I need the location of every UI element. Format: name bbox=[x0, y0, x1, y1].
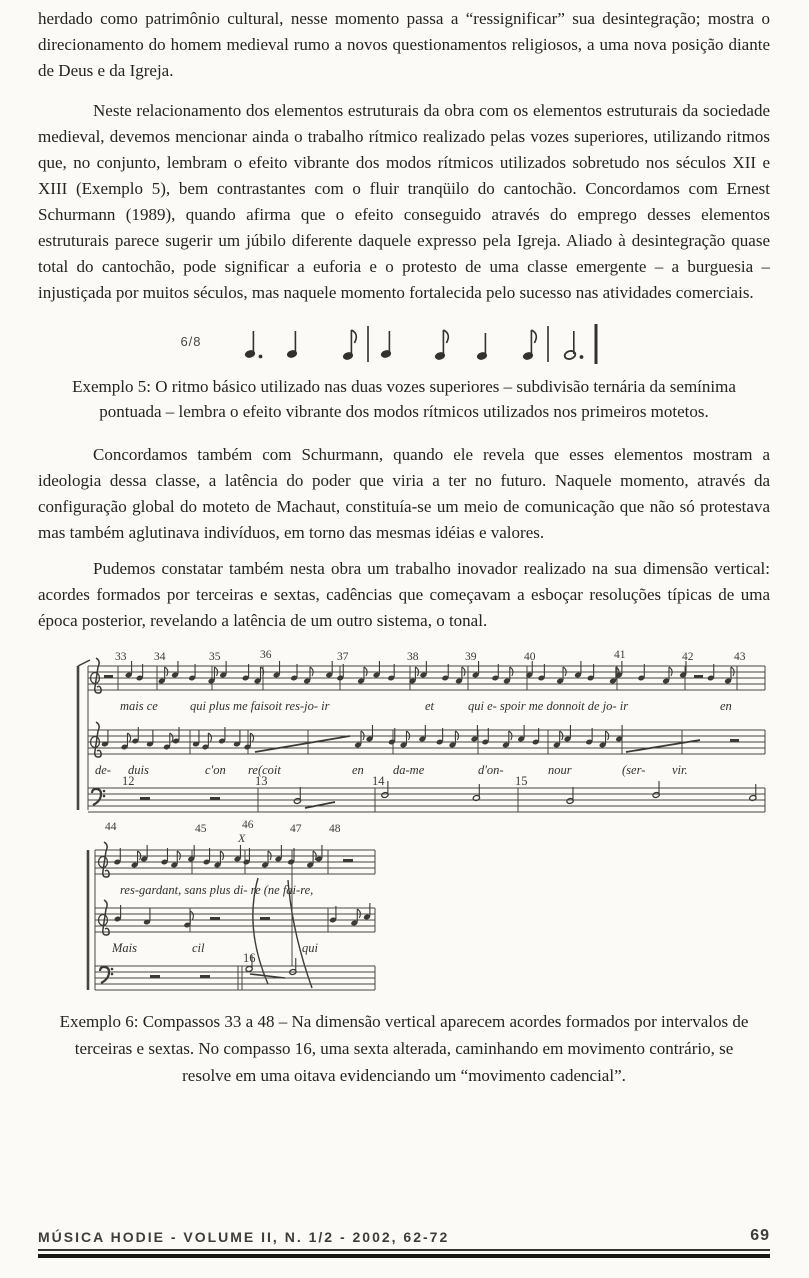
paragraph-vertical-dimension: Pudemos constatar também nesta obra um trabalho inovador realizado na sua dimensão vertical: acordes formados por terceiras e sextas, cadências que começavam a esboçar resoluções típicas de uma época posterior, revelando a latência de um outro sistema, o tonal. bbox=[38, 559, 770, 630]
staff-triplum-1 bbox=[88, 658, 765, 693]
paragraph-rhythmic-work: Neste relacionamento dos elementos estruturais da obra com os elementos estruturais da sociedade medieval, devemos mencionar ainda o trabalho rítmico realizado pelas vozes superiores, utilizando ritmos que, no conjunto, lembram o efeito vibrante dos modos rítmicos utilizados sobretudo nos séculos XII e XIII (Exemplo 5), bem contrastantes com o fluir tranqüilo do cantochão. Concordamos com Ernest Schurmann (1989), quando afirma que o efeito conseguido através do emprego desses elementos estruturais parece sugerir um júbilo diferente daquele expresso pela Igreja. Aliado à desintegração quase total do cantochão, pode significar a euforia e o protesto de uma classe emergente – a burguesia – injustiçada por muitos séculos, mas naquele momento fortalecida pelo sucesso nas atividades comerciais. bbox=[38, 101, 770, 302]
measure-number: 36 bbox=[260, 649, 272, 661]
example6-caption: Exemplo 6: Compassos 33 a 48 – Na dimensão vertical aparecem acordes formados por intervalos de terceiras e sextas. No compasso 16, uma sexta alterada, caminhando em movimento contrário, se resolve em uma oitava evidenciando um “movimento cadencial”. bbox=[59, 1012, 749, 1085]
lyric-segment: qui bbox=[302, 941, 318, 955]
tenor-number: 14 bbox=[372, 774, 385, 788]
score-system-2 bbox=[60, 816, 800, 994]
journal-citation: MÚSICA HODIE - VOLUME II, N. 1/2 - 2002, 62-72 bbox=[38, 1229, 450, 1245]
lyric-segment: da-me bbox=[393, 763, 425, 777]
measure-number: 48 bbox=[329, 823, 341, 835]
rhythm-notation-figure bbox=[228, 314, 628, 368]
rhythm-example-5 bbox=[38, 314, 770, 368]
lyric-segment: et bbox=[425, 699, 435, 713]
time-signature: 6/8 bbox=[180, 333, 202, 349]
staff-triplum-2 bbox=[95, 842, 375, 877]
measure-number: 35 bbox=[209, 651, 221, 663]
measure-number: 47 bbox=[290, 823, 302, 835]
lyric-segment: re(coit bbox=[248, 763, 281, 777]
lyric-segment: c'on bbox=[205, 763, 226, 777]
measure-number: 45 bbox=[195, 823, 207, 835]
lyric-segment: qui e- spoir me donnoit de jo- ir bbox=[468, 699, 629, 713]
lyric-segment: vir. bbox=[672, 763, 688, 777]
paragraph-continuation: herdado como patrimônio cultural, nesse momento passa a “ressignificar” sua desintegração; mostra o direcionamento do homem medieval rumo a novos questionamentos religiosos, a uma nova posição diante de Deus e da Igreja. bbox=[38, 9, 770, 80]
measure-number: 41 bbox=[614, 649, 626, 661]
measure-number: 33 bbox=[115, 651, 127, 663]
staff-tenor-1 bbox=[88, 781, 765, 812]
lyric-segment: qui plus me faisoit res-jo- ir bbox=[190, 699, 330, 713]
lyric-segment: res-gardant, sans plus di- re (ne fai-re, bbox=[120, 883, 314, 897]
measure-number: 39 bbox=[465, 651, 477, 663]
score-system-1 bbox=[60, 644, 800, 816]
treble-clef-icon bbox=[91, 722, 102, 757]
lyric-segment: cil bbox=[192, 941, 205, 955]
lyric-segment: en bbox=[352, 763, 364, 777]
segment-mark: X bbox=[238, 831, 246, 845]
measure-number: 37 bbox=[337, 651, 349, 663]
measure-number: 44 bbox=[105, 821, 117, 833]
measure-number: 46 bbox=[242, 819, 254, 831]
score-example-6 bbox=[60, 644, 770, 994]
footer-rule bbox=[38, 1254, 770, 1258]
page-number: 69 bbox=[750, 1227, 770, 1244]
measure-number: 40 bbox=[524, 651, 536, 663]
tenor-number: 15 bbox=[515, 774, 528, 788]
treble-clef-icon bbox=[99, 842, 110, 877]
staff-tenor-2 bbox=[95, 955, 375, 990]
paragraph-ideology: Concordamos também com Schurmann, quando ele revela que esses elementos mostram a ideologia dessa classe, a latência do poder que viria a ter no futuro. Naquele momento, através da configuração global do moteto de Machaut, constituía-se um meio de comunicação que não só protestava mas também aglutinava indivíduos, em torno das mesmas idéias e valores. bbox=[38, 445, 770, 542]
staff-motetus-2 bbox=[95, 900, 375, 935]
lyric-segment: mais ce bbox=[120, 699, 158, 713]
lyric-segment: nour bbox=[548, 763, 572, 777]
bass-clef-icon bbox=[100, 967, 113, 983]
example5-caption: Exemplo 5: O ritmo básico utilizado nas duas vozes superiores – subdivisão ternária da semínima pontuada – lembra o efeito vibrante dos modos rítmicos utilizados nos primeiros motetos. bbox=[72, 377, 736, 421]
lyric-segment: duis bbox=[128, 763, 149, 777]
tenor-number: 16 bbox=[243, 951, 256, 965]
lyric-segment: Mais bbox=[112, 941, 137, 955]
lyric-segment: de- bbox=[95, 763, 111, 777]
tenor-number: 13 bbox=[255, 774, 268, 788]
tenor-number: 12 bbox=[122, 774, 135, 788]
page-footer bbox=[38, 1227, 770, 1278]
bass-clef-icon bbox=[92, 789, 105, 805]
staff-motetus-1 bbox=[88, 722, 765, 757]
treble-clef-icon bbox=[91, 658, 102, 693]
lyric-segment: en bbox=[720, 699, 732, 713]
lyric-segment: d'on- bbox=[478, 763, 504, 777]
measure-number: 34 bbox=[154, 651, 166, 663]
lyric-segment: (ser- bbox=[622, 763, 646, 777]
measure-number: 43 bbox=[734, 651, 746, 663]
measure-number: 42 bbox=[682, 651, 694, 663]
measure-number: 38 bbox=[407, 651, 419, 663]
treble-clef-icon bbox=[99, 900, 110, 935]
